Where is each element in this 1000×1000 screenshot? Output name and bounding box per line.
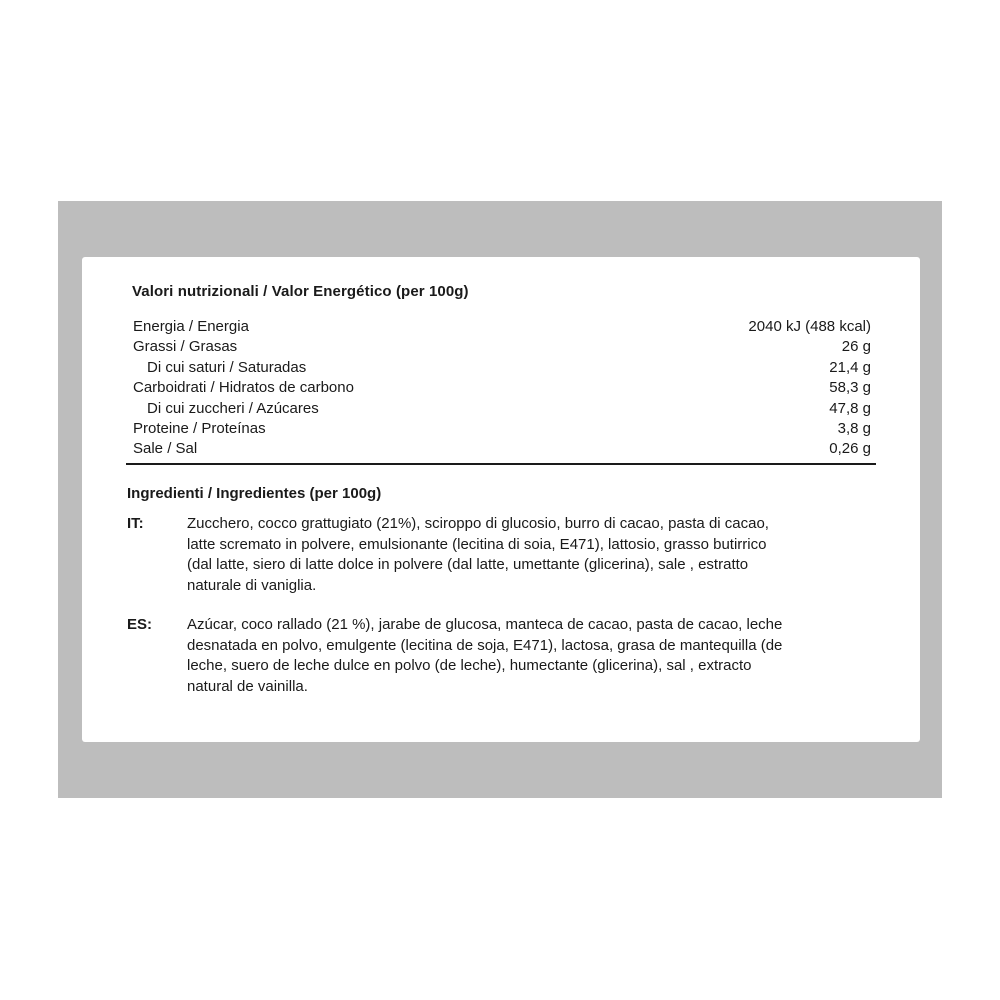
language-code: IT:: [127, 515, 144, 532]
nutrition-row: [133, 378, 871, 398]
ingredients-line: natural de vainilla.: [187, 677, 308, 695]
ingredients-spanish: [127, 615, 887, 697]
ingredients-text: [187, 615, 877, 697]
nutrient-value: 47,8 g: [829, 399, 871, 417]
nutrient-label: Carboidrati / Hidratos de carbono: [133, 379, 354, 397]
nutrient-value: 26 g: [841, 338, 871, 356]
nutrient-value: 21,4 g: [829, 358, 871, 376]
label-card: [82, 257, 920, 742]
nutrient-label: Di cui saturi / Saturadas: [147, 358, 307, 376]
ingredients-line: naturale di vaniglia.: [187, 576, 317, 594]
nutrition-row: [133, 337, 871, 357]
nutrient-value: 58,3 g: [829, 379, 871, 397]
nutrient-label: Sale / Sal: [133, 440, 198, 458]
nutrient-value: 3,8 g: [837, 419, 871, 437]
ingredients-line: (dal latte, siero di latte dolce in polvere (dal latte, umettante (glicerina), sale , estratto: [187, 556, 749, 573]
ingredients-italian: [127, 514, 887, 596]
nutrient-label: Grassi / Grasas: [133, 338, 238, 356]
nutrient-value: 2040 kJ (488 kcal): [748, 318, 871, 335]
nutrition-row: [133, 399, 871, 419]
ingredients-title: Ingredienti / Ingredientes (per 100g): [127, 485, 382, 502]
ingredients-text: [187, 514, 877, 596]
nutrition-row: [133, 419, 871, 439]
nutrition-row: [133, 439, 871, 459]
ingredients-line: desnatada en polvo, emulgente (lecitina de soja, E471), lactosa, grasa de mantequilla (de: [187, 636, 783, 654]
ingredients-line: Azúcar, coco rallado (21 %), jarabe de glucosa, manteca de cacao, pasta de cacao, leche: [187, 616, 783, 633]
nutrient-label: Energia / Energia: [133, 318, 249, 335]
nutrition-table: [133, 317, 871, 460]
nutrient-label: Di cui zuccheri / Azúcares: [147, 399, 319, 417]
section-divider: [126, 463, 876, 465]
ingredients-line: latte scremato in polvere, emulsionante (lecitina di soia, E471), lattosio, grasso butirrico: [187, 535, 767, 553]
nutrition-title: Valori nutrizionali / Valor Energético (per 100g): [132, 283, 469, 300]
nutrient-value: 0,26 g: [829, 440, 871, 458]
nutrition-row: [133, 358, 871, 378]
ingredients-line: Zucchero, cocco grattugiato (21%), sciroppo di glucosio, burro di cacao, pasta di cacao,: [187, 515, 769, 532]
ingredients-line: leche, suero de leche dulce en polvo (de leche), humectante (glicerina), sal , extracto: [187, 657, 752, 674]
nutrient-label: Proteine / Proteínas: [133, 419, 266, 437]
nutrition-row: [133, 317, 871, 337]
language-code: ES:: [127, 616, 153, 633]
